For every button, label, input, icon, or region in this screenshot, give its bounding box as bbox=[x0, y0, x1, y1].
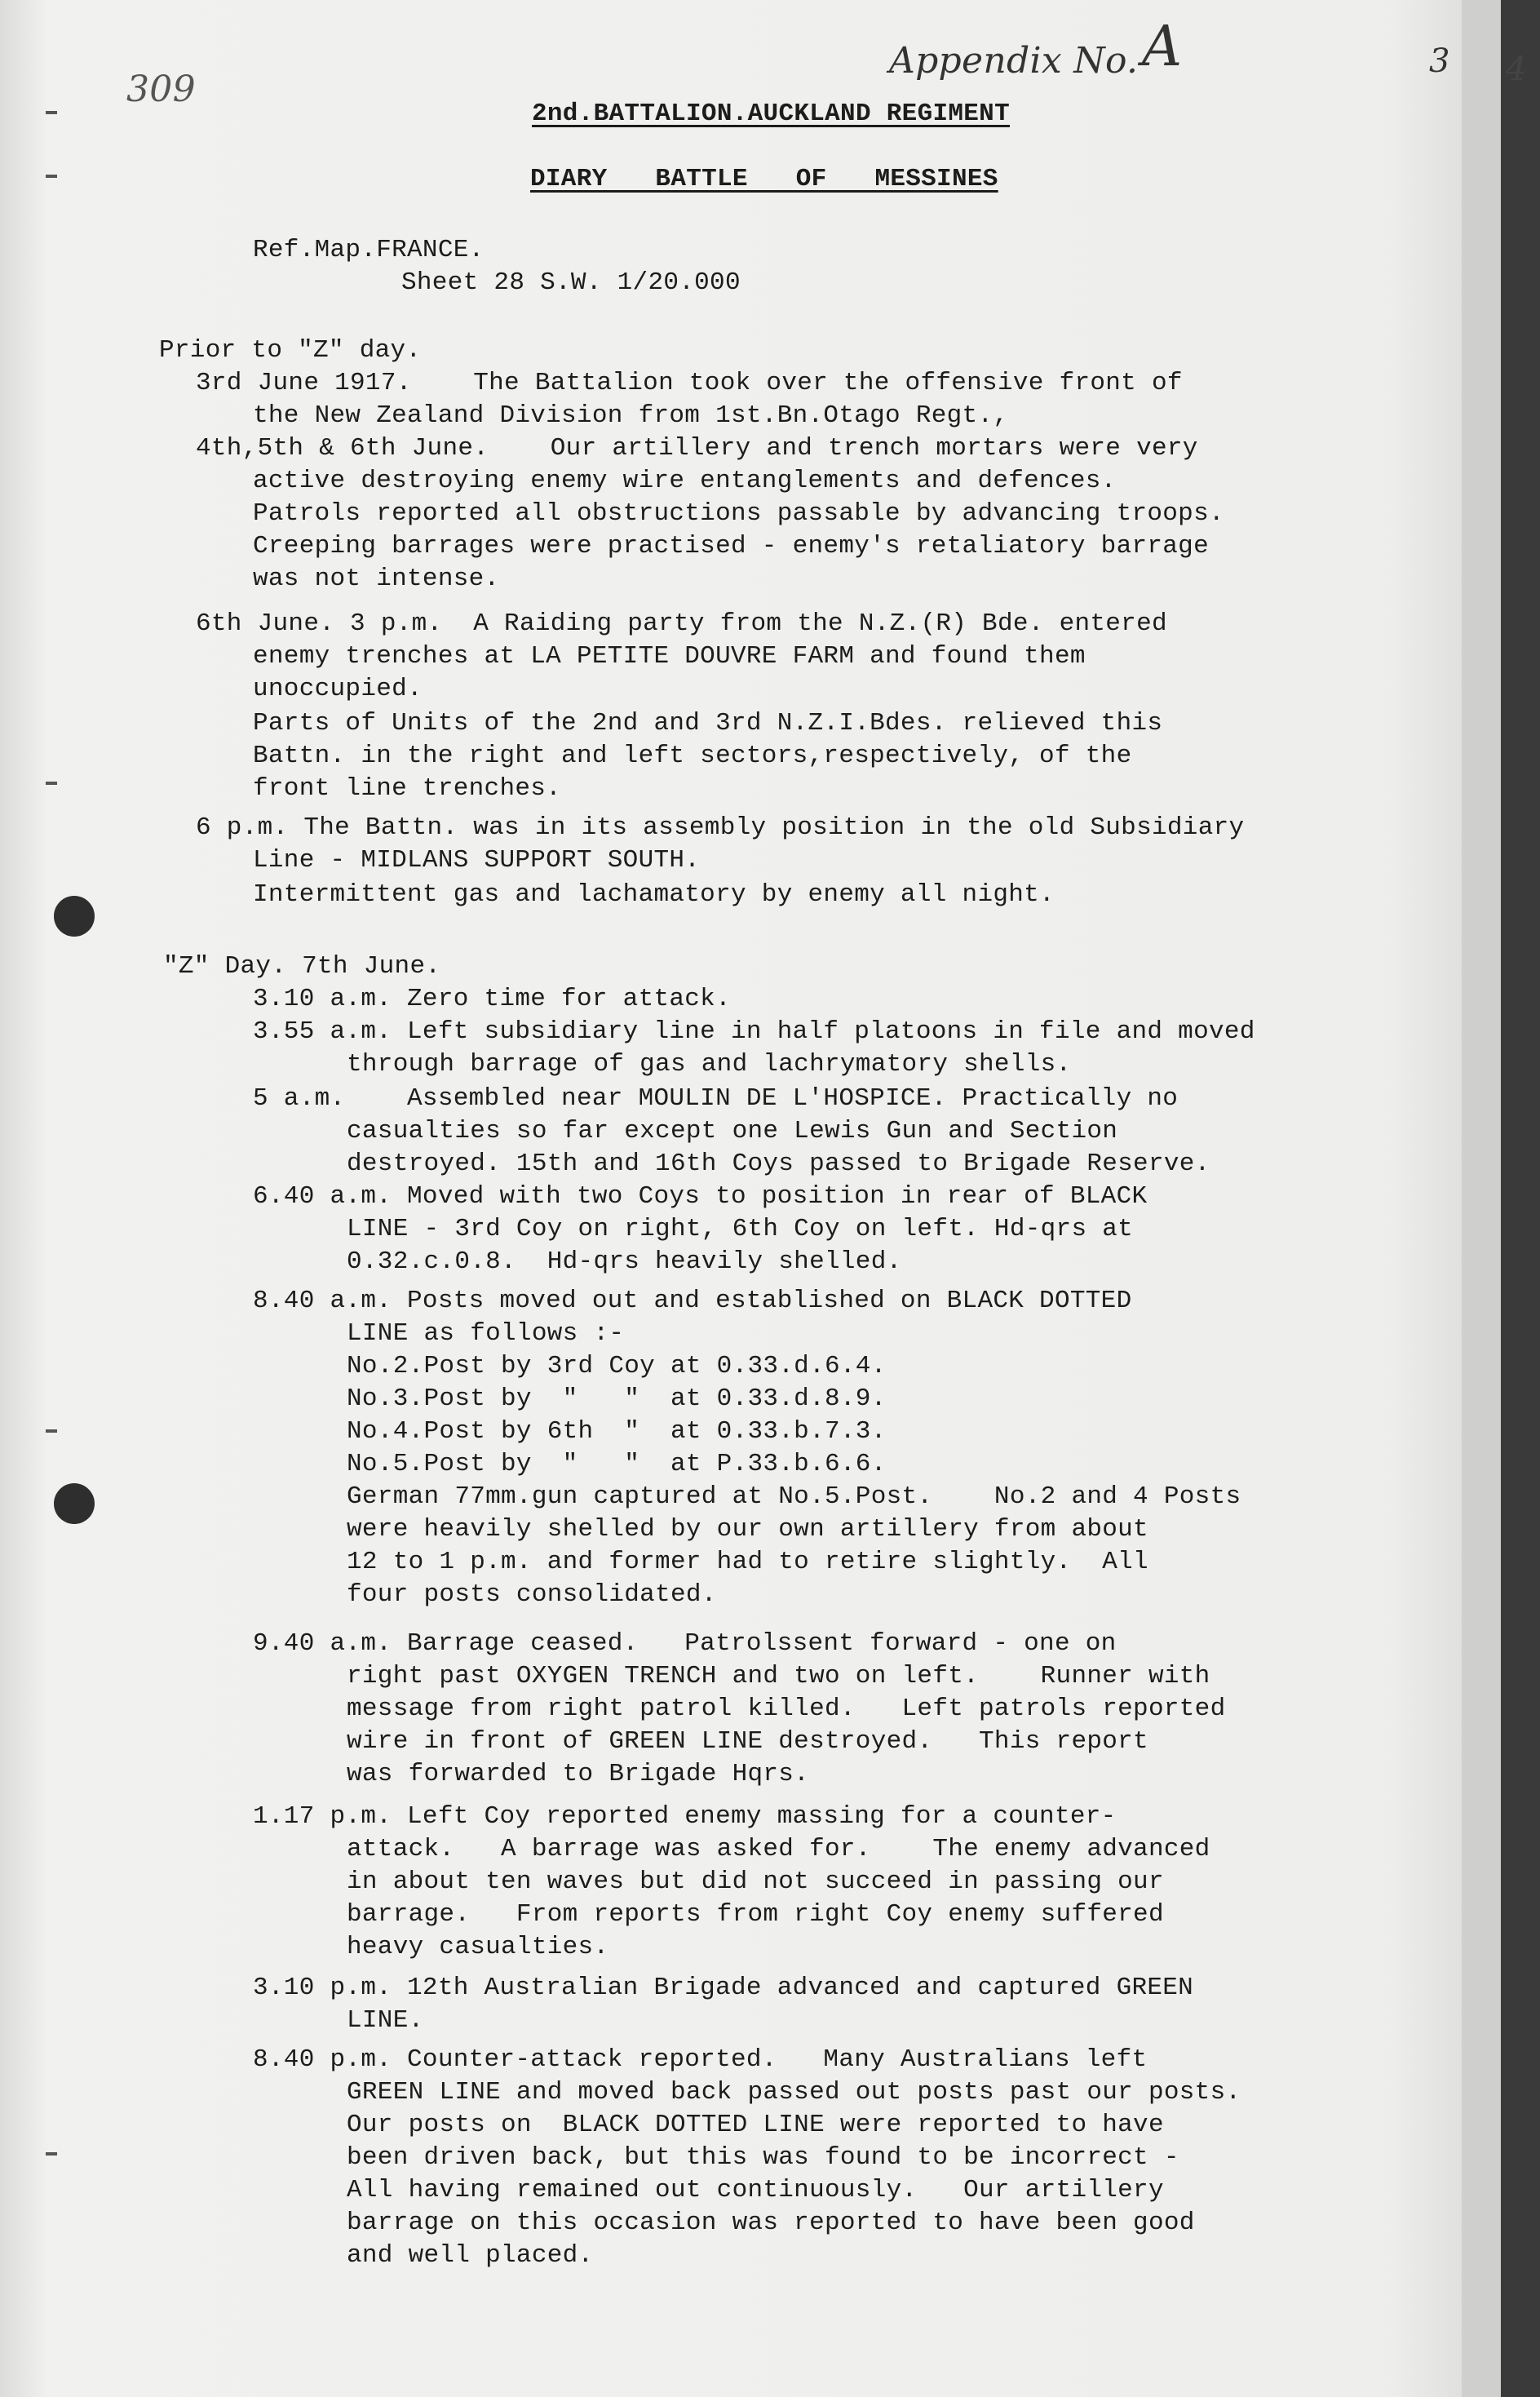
diary-line: Our posts on BLACK DOTTED LINE were reported to have bbox=[347, 2111, 1164, 2139]
appendix-label: Appendix No. bbox=[889, 40, 1139, 82]
diary-line: "Z" Day. 7th June. bbox=[163, 952, 441, 981]
diary-line: 3.10 p.m. 12th Australian Brigade advanced and captured GREEN bbox=[253, 1974, 1194, 2002]
diary-line: 4th,5th & 6th June. Our artillery and trench mortars were very bbox=[196, 434, 1198, 463]
diary-line: 5 a.m. Assembled near MOULIN DE L'HOSPICE. Practically no bbox=[253, 1084, 1179, 1113]
diary-line: message from right patrol killed. Left patrols reported bbox=[347, 1695, 1226, 1723]
margin-mark bbox=[46, 2152, 57, 2156]
diary-line: 3rd June 1917. The Battalion took over the offensive front of bbox=[196, 369, 1183, 397]
diary-line: Line - MIDLANS SUPPORT SOUTH. bbox=[253, 846, 701, 875]
diary-line: No.2.Post by 3rd Coy at 0.33.d.6.4. bbox=[347, 1352, 887, 1380]
diary-line: 3.10 a.m. Zero time for attack. bbox=[253, 985, 731, 1013]
diary-line: and well placed. bbox=[347, 2241, 594, 2270]
diary-line: wire in front of GREEN LINE destroyed. This report bbox=[347, 1727, 1148, 1756]
diary-line: 9.40 a.m. Barrage ceased. Patrolssent forward - one on bbox=[253, 1629, 1117, 1658]
diary-line: No.4.Post by 6th " at 0.33.b.7.3. bbox=[347, 1417, 887, 1446]
page-edge bbox=[1462, 0, 1501, 2397]
diary-line: in about ten waves but did not succeed in passing our bbox=[347, 1868, 1164, 1896]
diary-line: 8.40 p.m. Counter-attack reported. Many Australians left bbox=[253, 2045, 1148, 2074]
unit-heading: 2nd.BATTALION.AUCKLAND REGIMENT bbox=[532, 100, 1010, 128]
diary-line: four posts consolidated. bbox=[347, 1580, 717, 1609]
punch-hole bbox=[54, 1483, 95, 1524]
diary-line: GREEN LINE and moved back passed out posts past our posts. bbox=[347, 2078, 1241, 2107]
diary-line: No.5.Post by " " at P.33.b.6.6. bbox=[347, 1450, 887, 1478]
diary-line: barrage. From reports from right Coy enemy suffered bbox=[347, 1900, 1164, 1929]
margin-mark bbox=[46, 175, 57, 178]
diary-line: 12 to 1 p.m. and former had to retire slightly. All bbox=[347, 1548, 1148, 1576]
page-number-edge: 4 bbox=[1506, 51, 1527, 88]
diary-line: was forwarded to Brigade Hqrs. bbox=[347, 1760, 810, 1788]
ref-map: Ref.Map.FRANCE. bbox=[253, 236, 485, 264]
appendix-letter: A bbox=[1142, 15, 1183, 79]
diary-line: Battn. in the right and left sectors,respectively, of the bbox=[253, 742, 1132, 770]
diary-line: been driven back, but this was found to be incorrect - bbox=[347, 2143, 1179, 2172]
page-title: DIARY BATTLE OF MESSINES bbox=[530, 165, 998, 193]
diary-line: 6 p.m. The Battn. was in its assembly position in the old Subsidiary bbox=[196, 813, 1245, 842]
diary-line: through barrage of gas and lachrymatory shells. bbox=[347, 1050, 1072, 1079]
margin-mark bbox=[46, 782, 57, 785]
diary-line: All having remained out continuously. Our artillery bbox=[347, 2176, 1164, 2204]
diary-line: LINE - 3rd Coy on right, 6th Coy on left. Hd-qrs at bbox=[347, 1215, 1134, 1243]
diary-line: 3.55 a.m. Left subsidiary line in half platoons in file and moved bbox=[253, 1017, 1255, 1046]
diary-line: Creeping barrages were practised - enemy's retaliatory barrage bbox=[253, 532, 1209, 560]
diary-line: heavy casualties. bbox=[347, 1933, 609, 1961]
ref-sheet: Sheet 28 S.W. 1/20.000 bbox=[401, 268, 741, 297]
diary-line: LINE. bbox=[347, 2006, 424, 2035]
diary-line: enemy trenches at LA PETITE DOUVRE FARM and found them bbox=[253, 642, 1086, 671]
diary-line: unoccupied. bbox=[253, 675, 423, 703]
diary-line: 6th June. 3 p.m. A Raiding party from the N.Z.(R) Bde. entered bbox=[196, 609, 1167, 638]
diary-line: casualties so far except one Lewis Gun and Section bbox=[347, 1117, 1118, 1145]
margin-mark bbox=[46, 111, 57, 114]
diary-line: front line trenches. bbox=[253, 774, 562, 803]
diary-line: 6.40 a.m. Moved with two Coys to position in rear of BLACK bbox=[253, 1182, 1148, 1211]
diary-line: were heavily shelled by our own artillery from about bbox=[347, 1515, 1148, 1544]
diary-line: active destroying enemy wire entanglements and defences. bbox=[253, 467, 1117, 495]
diary-line: No.3.Post by " " at 0.33.d.8.9. bbox=[347, 1385, 887, 1413]
page-number: 3 bbox=[1429, 42, 1450, 80]
diary-line: was not intense. bbox=[253, 565, 500, 593]
diary-line: Prior to "Z" day. bbox=[159, 336, 422, 365]
diary-line: 1.17 p.m. Left Coy reported enemy massing for a counter- bbox=[253, 1802, 1117, 1831]
diary-line: 0.32.c.0.8. Hd-qrs heavily shelled. bbox=[347, 1247, 902, 1276]
diary-line: LINE as follows :- bbox=[347, 1319, 625, 1348]
diary-line: barrage on this occasion was reported to have been good bbox=[347, 2209, 1195, 2237]
margin-mark bbox=[46, 1429, 57, 1433]
folio-number: 309 bbox=[126, 69, 196, 110]
diary-line: Patrols reported all obstructions passable by advancing troops. bbox=[253, 499, 1224, 528]
diary-line: the New Zealand Division from 1st.Bn.Otago Regt., bbox=[253, 401, 1009, 430]
diary-line: German 77mm.gun captured at No.5.Post. No.2 and 4 Posts bbox=[347, 1482, 1241, 1511]
diary-line: attack. A barrage was asked for. The enemy advanced bbox=[347, 1835, 1210, 1863]
punch-hole bbox=[54, 896, 95, 937]
diary-line: Intermittent gas and lachamatory by enemy all night. bbox=[253, 880, 1055, 909]
diary-line: 8.40 a.m. Posts moved out and established on BLACK DOTTED bbox=[253, 1287, 1132, 1315]
diary-line: Parts of Units of the 2nd and 3rd N.Z.I.Bdes. relieved this bbox=[253, 709, 1163, 738]
diary-line: right past OXYGEN TRENCH and two on left. Runner with bbox=[347, 1662, 1210, 1690]
diary-line: destroyed. 15th and 16th Coys passed to Brigade Reserve. bbox=[347, 1150, 1210, 1178]
